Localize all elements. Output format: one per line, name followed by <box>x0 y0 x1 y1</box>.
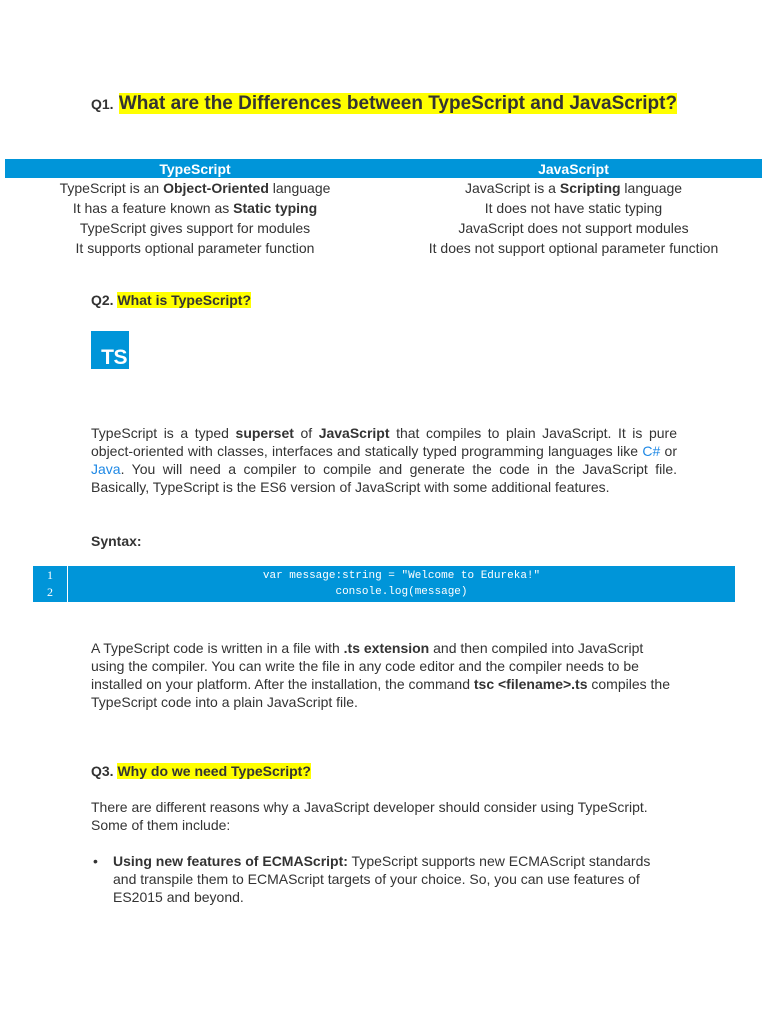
table-row <box>5 238 762 258</box>
q1-heading <box>91 92 691 116</box>
header-typescript: TypeScript <box>5 159 385 178</box>
java-link[interactable]: Java <box>91 461 121 477</box>
csharp-link[interactable]: C# <box>642 443 661 459</box>
q3-number: Q3. <box>91 763 114 779</box>
syntax-label: Syntax: <box>91 533 142 549</box>
code-lines <box>68 568 735 600</box>
q2-heading <box>91 290 251 310</box>
typescript-logo-icon: TS <box>91 331 129 369</box>
q3-intro: There are different reasons why a JavaScript developer should consider using TypeScript. Some of them include: <box>91 799 648 833</box>
q1-number: Q1. <box>91 96 114 112</box>
line-number: 2 <box>47 585 53 599</box>
q3-title: Why do we need TypeScript? <box>117 763 311 779</box>
code-line: console.log(message) <box>335 586 468 598</box>
table-cell-javascript: It does not support optional parameter function <box>428 240 719 256</box>
q2-title: What is TypeScript? <box>117 292 252 308</box>
q1-title: What are the Differences between TypeScript and JavaScript? <box>118 93 678 114</box>
q2-paragraph: TypeScript is a typed superset of JavaScript that compiles to plain JavaScript. It is pure object-oriented with classes, interfaces and statically typed programming languages like C# or Java. You will need a compiler to compile and generate the code in the JavaScript file. Basically, TypeScript is the ES6 version of JavaScript with some additional features. <box>91 425 677 495</box>
table-cell-javascript: It does not have static typing <box>484 200 663 216</box>
code-line: var message:string = "Welcome to Edureka!" <box>262 570 541 582</box>
table-cell-javascript: JavaScript does not support modules <box>458 220 689 236</box>
ts-extension-paragraph: A TypeScript code is written in a file with .ts extension and then compiled into JavaScript using the compiler. You can write the file in any code editor and the compiler needs to be installed on your platform. After the installation, the command tsc <filename>.ts compiles the TypeScript code into a plain JavaScript file. <box>91 640 670 710</box>
q2-number: Q2. <box>91 292 114 308</box>
table-cell-typescript: It supports optional parameter function <box>75 240 315 256</box>
list-item: • Using new features of ECMAScript: TypeScript supports new ECMAScript standards and transpile them to ECMAScript targets of your choice. So, you can use features of ES2015 and beyond. <box>93 853 651 905</box>
header-javascript: JavaScript <box>385 159 762 178</box>
table-cell-javascript: JavaScript is a Scripting language <box>464 180 683 196</box>
bullet-icon: • <box>93 853 98 869</box>
comparison-table <box>5 159 762 258</box>
line-number: 1 <box>47 568 53 582</box>
table-cell-typescript: TypeScript gives support for modules <box>79 220 311 236</box>
code-line-numbers <box>33 566 68 602</box>
code-block <box>33 566 735 602</box>
table-row <box>5 198 762 218</box>
table-cell-typescript: TypeScript is an Object-Oriented language <box>59 180 331 196</box>
table-row <box>5 178 762 198</box>
table-row <box>5 218 762 238</box>
q3-heading <box>91 761 311 781</box>
table-header-row <box>5 159 762 178</box>
table-cell-typescript: It has a feature known as Static typing <box>72 200 318 216</box>
